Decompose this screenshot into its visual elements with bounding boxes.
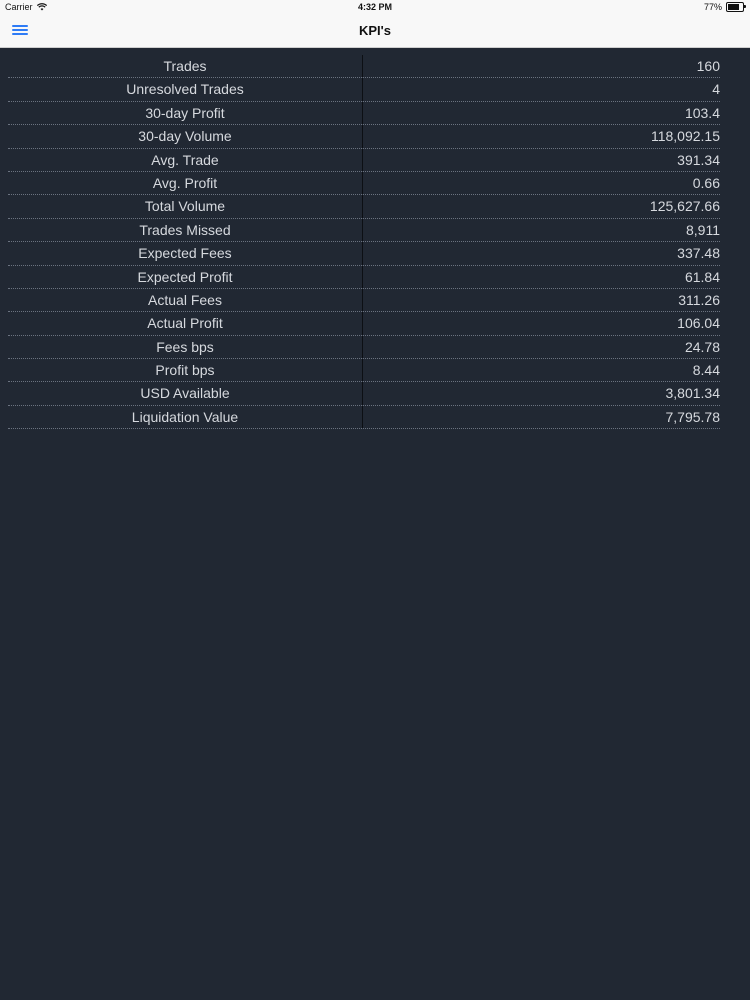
kpi-value: 61.84: [684, 268, 720, 285]
kpi-value: 391.34: [677, 151, 720, 168]
kpi-row: [8, 312, 720, 335]
status-bar: [0, 0, 750, 14]
kpi-label: Unresolved Trades: [8, 78, 363, 100]
kpi-label: Liquidation Value: [8, 406, 363, 428]
kpi-value: 103.4: [684, 104, 720, 121]
kpi-value: 125,627.66: [649, 198, 720, 215]
kpi-label: Expected Fees: [8, 242, 363, 264]
kpi-label: Profit bps: [8, 359, 363, 381]
kpi-value: 8,911: [686, 221, 720, 238]
kpi-label: Fees bps: [8, 336, 363, 358]
kpi-row: [8, 336, 720, 359]
kpi-label: Actual Fees: [8, 289, 363, 311]
carrier-label: Carrier: [5, 2, 33, 12]
kpi-row: [8, 242, 720, 265]
kpi-label: Trades Missed: [8, 219, 363, 241]
kpi-row: [8, 125, 720, 148]
kpi-row: [8, 219, 720, 242]
kpi-label: Avg. Profit: [8, 172, 363, 194]
kpi-table: [8, 55, 720, 429]
kpi-label: Expected Profit: [8, 266, 363, 288]
kpi-value: 7,795.78: [665, 408, 720, 425]
kpi-row: [8, 406, 720, 429]
kpi-row: [8, 195, 720, 218]
kpi-value: 106.04: [677, 315, 720, 332]
kpi-row: [8, 289, 720, 312]
kpi-row: [8, 102, 720, 125]
kpi-value: 24.78: [684, 338, 720, 355]
kpi-label: USD Available: [8, 382, 363, 404]
kpi-row: [8, 382, 720, 405]
kpi-value: 0.66: [692, 174, 720, 191]
status-time: 4:32 PM: [357, 2, 392, 12]
kpi-row: [8, 359, 720, 382]
kpi-value: 3,801.34: [665, 385, 720, 402]
battery-percent: 77%: [703, 2, 722, 12]
kpi-label: 30-day Profit: [8, 102, 363, 124]
nav-bar: [0, 14, 750, 48]
kpi-row: [8, 266, 720, 289]
kpi-value: 337.48: [677, 245, 720, 262]
page-title: KPI's: [359, 23, 391, 38]
kpi-row: [8, 78, 720, 101]
battery-fill: [728, 4, 739, 10]
status-right: [704, 2, 744, 12]
kpi-label: Total Volume: [8, 195, 363, 217]
kpi-row: [8, 172, 720, 195]
kpi-label: Trades: [8, 55, 363, 77]
kpi-value: 160: [696, 58, 720, 74]
kpi-label: Actual Profit: [8, 312, 363, 334]
kpi-value: 4: [712, 81, 720, 98]
kpi-value: 8.44: [692, 362, 720, 379]
kpi-label: Avg. Trade: [8, 149, 363, 171]
kpi-value: 311.26: [678, 291, 720, 308]
kpi-value: 118,092.15: [650, 128, 720, 145]
kpi-row: [8, 55, 720, 78]
kpi-label: 30-day Volume: [8, 125, 363, 147]
kpi-row: [8, 149, 720, 172]
battery-icon: [726, 2, 744, 12]
